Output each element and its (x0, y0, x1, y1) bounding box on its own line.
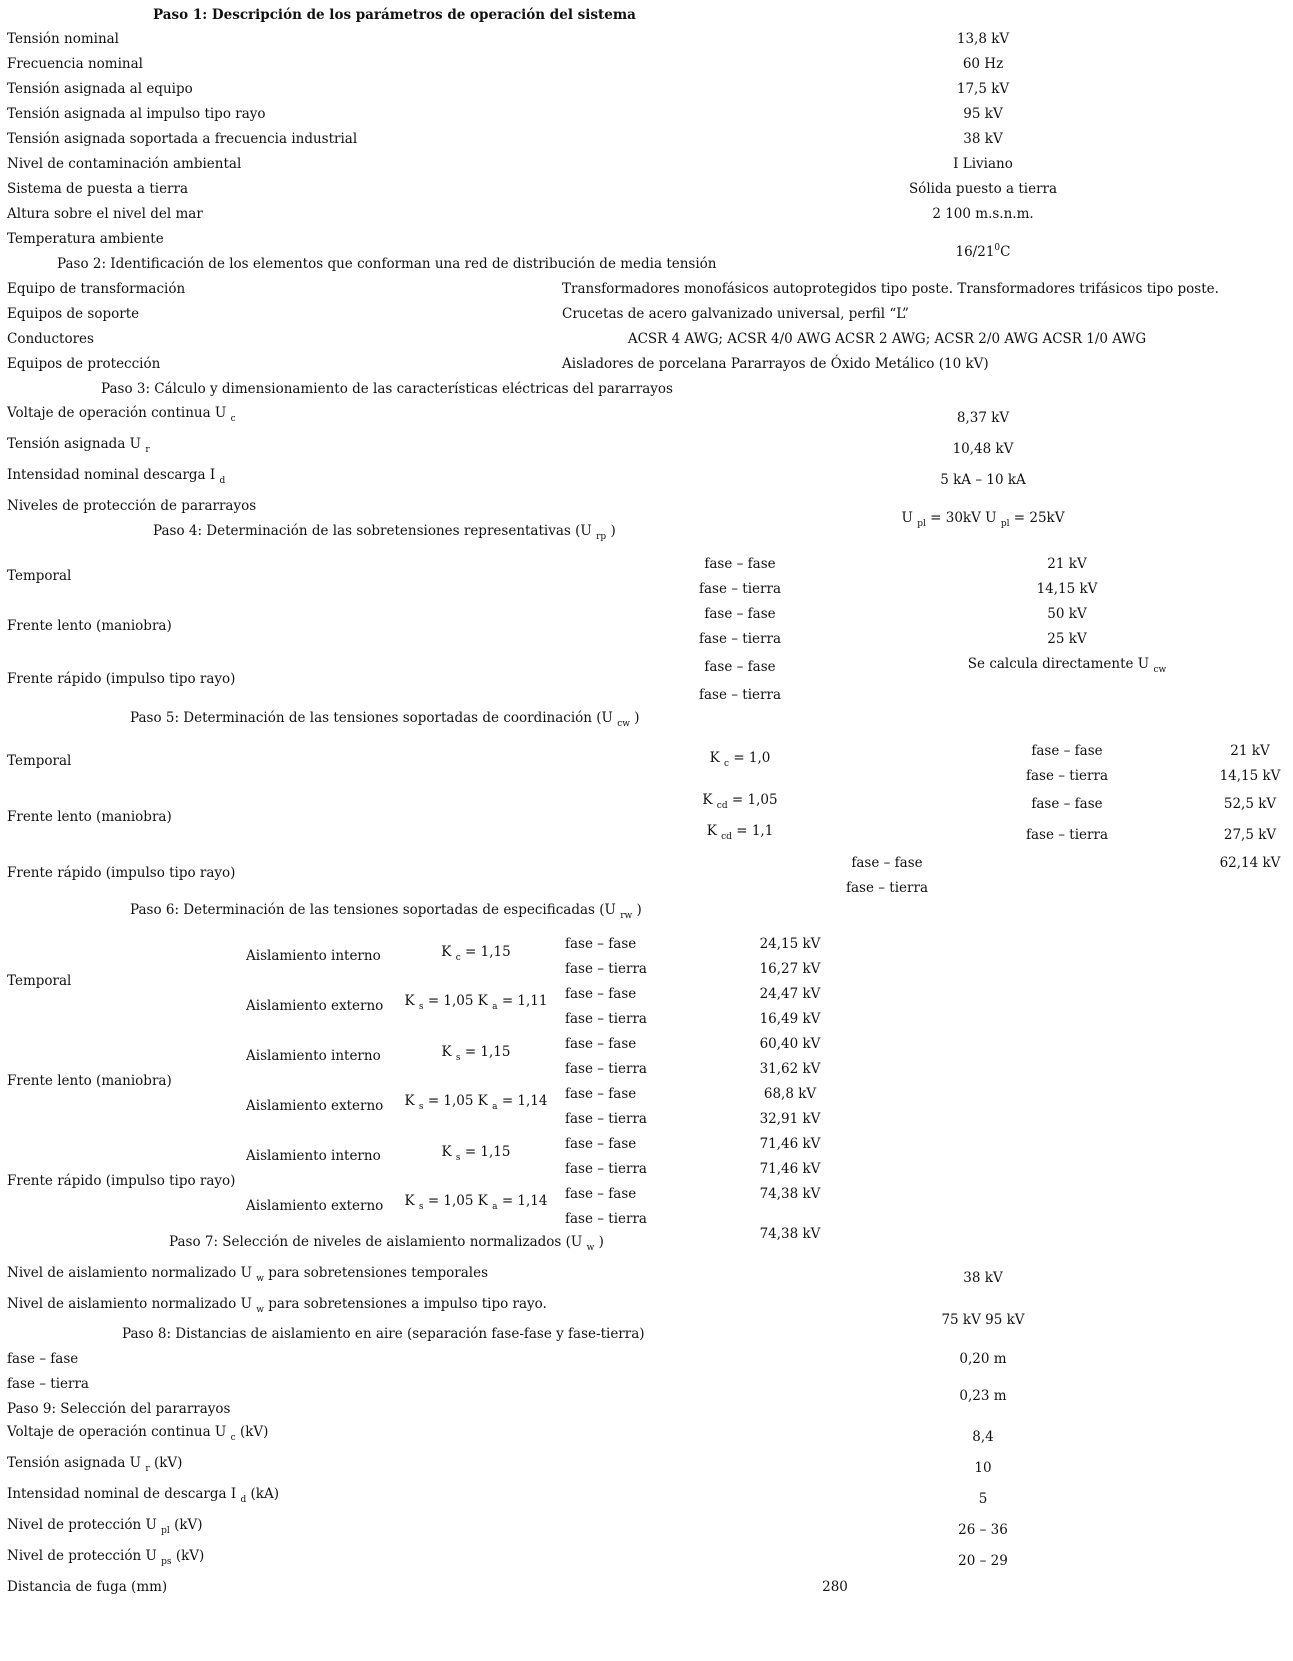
step5-title-text: Paso 5: Determinación de las tensiones soportadas de coordinación (U (130, 710, 613, 726)
step6-lento-int-k (441, 1044, 511, 1063)
step1-value-8: 2 100 m.s.n.m. (932, 206, 1034, 222)
step6-lento-int-name: Aislamiento interno (246, 1048, 381, 1064)
step6-title-text: Paso 6: Determinación de las tensiones soportadas de especificadas (U (130, 902, 616, 918)
upl-1-sub: pl (917, 519, 926, 529)
step5-title-end: ) (634, 710, 640, 726)
step5-lento-k1-rest: = 1,05 (731, 792, 778, 808)
step6-lento-label: Frente lento (maniobra) (7, 1073, 172, 1089)
step5-temporal-type-2: fase – tierra (1026, 768, 1108, 784)
step7-title-text: Paso 7: Selección de niveles de aislamiento normalizados (U (169, 1234, 583, 1250)
step2-value-1: Transformadores monofásicos autoprotegidos tipo poste. Transformadores trifásicos tipo poste. (562, 281, 1219, 297)
step1-label-5: Tensión asignada soportada a frecuencia industrial (7, 131, 358, 147)
step4-g3-value-sub: cw (1153, 665, 1167, 675)
step7-label-2-sub: w (256, 1305, 264, 1315)
k-sub2: a (492, 1002, 498, 1012)
step4-g1-value-2: 14,15 kV (1036, 581, 1098, 597)
step7-title-end: ) (598, 1234, 604, 1250)
k-sub: s (418, 1002, 424, 1012)
step9-label-5-text: Nivel de protección U (7, 1548, 157, 1564)
step3-label-1-sub: c (230, 414, 236, 424)
step1-value-7: Sólida puesto a tierra (908, 181, 1058, 197)
k-letter: K (404, 993, 415, 1009)
step4-g2-type-2: fase – tierra (699, 631, 781, 647)
step7-title-sub: w (586, 1243, 595, 1253)
k-rest: = 1,15 (464, 1044, 511, 1060)
upl-2-sub: pl (1000, 519, 1010, 529)
k-letter: K (404, 1093, 415, 1109)
step5-temporal-k-sub: c (723, 759, 730, 769)
step5-lento-k2-rest: = 1,1 (736, 823, 774, 839)
step6-temporal-ext-type-2: fase – tierra (565, 1011, 647, 1027)
step6-rapido-ext-type-2: fase – tierra (565, 1211, 647, 1227)
step2-value-3: ACSR 4 AWG; ACSR 4/0 AWG ACSR 2 AWG; ACSR 2/0 AWG ACSR 1/0 AWG (627, 331, 1147, 347)
step1-value-5: 38 kV (963, 131, 1003, 147)
k-sub2: a (492, 1102, 498, 1112)
step5-rapido-type-1: fase – fase (851, 855, 923, 871)
step6-lento-ext-value-1: 68,8 kV (763, 1086, 817, 1102)
k-rest: = 1,14 (501, 1093, 548, 1109)
step3-title: Paso 3: Cálculo y dimensionamiento de las características eléctricas del pararrayos (101, 381, 673, 397)
step2-title: Paso 2: Identificación de los elementos que conforman una red de distribución de media tensión (57, 256, 717, 272)
step7-label-2 (7, 1296, 547, 1315)
step5-lento-type-1: fase – fase (1031, 796, 1103, 812)
step5-lento-k2 (706, 823, 774, 842)
step4-g1-type-1: fase – fase (704, 556, 776, 572)
step6-lento-ext-type-1: fase – fase (565, 1086, 637, 1102)
step9-label-2-text: Tensión asignada U (7, 1455, 142, 1471)
temperature-sup: 0 (994, 243, 1001, 253)
step5-temporal-k-rest: = 1,0 (733, 750, 771, 766)
step9-label-1-rest: (kV) (239, 1424, 269, 1440)
step9-title: Paso 9: Selección del pararrayos (7, 1401, 231, 1417)
step6-rapido-int-k (441, 1144, 511, 1163)
step5-lento-label: Frente lento (maniobra) (7, 809, 172, 825)
step3-label-4: Niveles de protección de pararrayos (7, 498, 257, 514)
step4-g3-type-1: fase – fase (704, 659, 776, 675)
k-letter: K (441, 1144, 452, 1160)
k-rest: = 1,15 (464, 1144, 511, 1160)
step5-title-sub: cw (617, 719, 630, 729)
step9-label-4 (7, 1517, 203, 1536)
step3-value-3: 5 kA – 10 kA (940, 472, 1026, 488)
step6-title-sub: rw (620, 911, 633, 921)
step4-title-text: Paso 4: Determinación de las sobretensiones representativas (U (153, 523, 592, 539)
step5-temporal-k-letter: K (709, 750, 720, 766)
step1-label-4: Tensión asignada al impulso tipo rayo (7, 106, 266, 122)
k-sub: s (418, 1202, 424, 1212)
step6-rapido-int-value-2: 71,46 kV (759, 1161, 821, 1177)
step7-label-2-text: Nivel de aislamiento normalizado U (7, 1296, 252, 1312)
step3-label-3-sub: d (219, 476, 226, 486)
upl-1-rest: = 30kV U (930, 510, 997, 526)
step9-label-3 (7, 1486, 279, 1505)
step6-rapido-label: Frente rápido (impulso tipo rayo) (7, 1173, 236, 1189)
step7-title (169, 1234, 604, 1253)
k-sub2: a (492, 1202, 498, 1212)
step1-label-9: Temperatura ambiente (7, 231, 164, 247)
step3-label-2 (7, 436, 150, 455)
step6-temporal-ext-k (404, 993, 548, 1012)
step5-temporal-label: Temporal (7, 753, 72, 769)
step2-label-3: Conductores (7, 331, 94, 347)
step1-title: Paso 1: Descripción de los parámetros de operación del sistema (153, 7, 636, 23)
step6-temporal-int-name: Aislamiento interno (246, 948, 381, 964)
step7-label-1-sub: w (256, 1274, 264, 1284)
step9-label-4-rest: (kV) (174, 1517, 203, 1533)
step7-label-1-rest: para sobretensiones temporales (268, 1265, 488, 1281)
step4-group-2-label: Frente lento (maniobra) (7, 618, 172, 634)
k-rest: = 1,11 (501, 993, 548, 1009)
step4-group-3-label: Frente rápido (impulso tipo rayo) (7, 671, 236, 687)
step4-title-sub: rp (596, 532, 607, 542)
step6-lento-ext-name: Aislamiento externo (246, 1098, 384, 1114)
k-mid: = 1,05 K (427, 1193, 488, 1209)
step6-temporal-int-k (441, 944, 511, 963)
step5-temporal-k (709, 750, 771, 769)
step6-lento-ext-k (404, 1093, 548, 1112)
step9-label-2-sub: r (145, 1464, 150, 1474)
step8-title: Paso 8: Distancias de aislamiento en aire (separación fase-fase y fase-tierra) (122, 1326, 645, 1342)
step6-temporal-int-type-2: fase – tierra (565, 961, 647, 977)
step9-label-4-text: Nivel de protección U (7, 1517, 157, 1533)
step6-lento-int-type-1: fase – fase (565, 1036, 637, 1052)
step7-label-2-rest: para sobretensiones a impulso tipo rayo. (268, 1296, 547, 1312)
step4-g1-type-2: fase – tierra (699, 581, 781, 597)
step2-label-2: Equipos de soporte (7, 306, 140, 322)
upl-1: U (901, 510, 913, 526)
step2-value-2: Crucetas de acero galvanizado universal, perfil “L” (562, 306, 909, 322)
step4-group-1-label: Temporal (7, 568, 72, 584)
step6-temporal-label: Temporal (7, 973, 72, 989)
k-sub: c (455, 953, 461, 963)
step5-rapido-value-1: 62,14 kV (1219, 855, 1281, 871)
step3-label-3-text: Intensidad nominal descarga I (7, 467, 216, 483)
k-sub: s (455, 1153, 461, 1163)
step9-value-2: 10 (974, 1460, 992, 1476)
step6-lento-int-value-2: 31,62 kV (759, 1061, 821, 1077)
step9-label-3-sub: d (240, 1495, 247, 1505)
step9-label-2-rest: (kV) (153, 1455, 183, 1471)
step4-title-end: ) (610, 523, 616, 539)
step9-label-4-sub: pl (161, 1526, 170, 1536)
step4-g2-value-1: 50 kV (1047, 606, 1087, 622)
step2-label-4: Equipos de protección (7, 356, 161, 372)
step3-value-4 (901, 510, 1065, 529)
step5-temporal-value-1: 21 kV (1230, 743, 1270, 759)
step3-value-2: 10,48 kV (952, 441, 1014, 457)
step9-label-5-sub: ps (161, 1557, 172, 1567)
step4-g3-value-1 (967, 656, 1167, 675)
step1-value-2: 60 Hz (962, 56, 1004, 72)
step7-label-1-text: Nivel de aislamiento normalizado U (7, 1265, 252, 1281)
step5-lento-k1-sub: cd (716, 801, 728, 811)
step9-label-1-sub: c (230, 1433, 236, 1443)
step3-label-3 (7, 467, 226, 486)
step5-lento-type-2: fase – tierra (1026, 827, 1108, 843)
temperature-unit: C (1000, 244, 1011, 260)
k-mid: = 1,05 K (427, 1093, 488, 1109)
step9-value-6: 280 (822, 1579, 848, 1595)
step4-g3-type-2: fase – tierra (699, 687, 781, 703)
step5-lento-value-1: 52,5 kV (1223, 796, 1277, 812)
step5-temporal-type-1: fase – fase (1031, 743, 1103, 759)
step1-label-3: Tensión asignada al equipo (7, 81, 193, 97)
step3-label-1 (7, 405, 236, 424)
step5-lento-value-2: 27,5 kV (1223, 827, 1277, 843)
step9-label-3-text: Intensidad nominal de descarga I (7, 1486, 237, 1502)
step7-value-2: 75 kV 95 kV (941, 1312, 1025, 1328)
step2-value-4: Aisladores de porcelana Pararrayos de Óxido Metálico (10 kV) (562, 356, 989, 372)
step6-rapido-ext-value-2: 74,38 kV (759, 1226, 821, 1242)
step9-value-5: 20 – 29 (958, 1553, 1008, 1569)
step6-temporal-ext-value-1: 24,47 kV (759, 986, 821, 1002)
step6-temporal-ext-type-1: fase – fase (565, 986, 637, 1002)
step6-temporal-int-type-1: fase – fase (565, 936, 637, 952)
step1-value-3: 17,5 kV (956, 81, 1010, 97)
step5-lento-k2-sub: cd (721, 832, 732, 842)
k-sub: s (418, 1102, 424, 1112)
k-sub: s (455, 1053, 461, 1063)
step6-rapido-ext-name: Aislamiento externo (246, 1198, 384, 1214)
step6-rapido-ext-type-1: fase – fase (565, 1186, 637, 1202)
step9-label-6: Distancia de fuga (mm) (7, 1579, 168, 1595)
step6-lento-ext-value-2: 32,91 kV (759, 1111, 821, 1127)
step1-value-6: I Liviano (953, 156, 1013, 172)
step9-value-3: 5 (978, 1491, 988, 1507)
step6-temporal-ext-value-2: 16,49 kV (759, 1011, 821, 1027)
step6-title (130, 902, 642, 921)
step9-label-2 (7, 1455, 183, 1474)
step6-title-end: ) (636, 902, 642, 918)
step8-value-1: 0,20 m (959, 1351, 1007, 1367)
step6-rapido-ext-k (404, 1193, 548, 1212)
step5-rapido-type-2: fase – tierra (846, 880, 928, 896)
step5-lento-k2-letter: K (706, 823, 717, 839)
step5-temporal-value-2: 14,15 kV (1219, 768, 1281, 784)
step1-label-6: Nivel de contaminación ambiental (7, 156, 242, 172)
step6-lento-int-value-1: 60,40 kV (759, 1036, 821, 1052)
step6-lento-int-type-2: fase – tierra (565, 1061, 647, 1077)
step9-value-1: 8,4 (972, 1429, 994, 1445)
step8-label-2: fase – tierra (7, 1376, 89, 1392)
step1-label-8: Altura sobre el nivel del mar (7, 206, 203, 222)
step6-rapido-ext-value-1: 74,38 kV (759, 1186, 821, 1202)
k-rest: = 1,15 (465, 944, 511, 960)
step3-label-2-sub: r (145, 445, 150, 455)
step9-label-1-text: Voltaje de operación continua U (7, 1424, 227, 1440)
k-letter: K (404, 1193, 415, 1209)
step4-g2-type-1: fase – fase (704, 606, 776, 622)
step9-value-4: 26 – 36 (958, 1522, 1008, 1538)
upl-2-rest: = 25kV (1013, 510, 1065, 526)
step6-rapido-int-type-2: fase – tierra (565, 1161, 647, 1177)
step4-g2-value-2: 25 kV (1047, 631, 1087, 647)
step5-lento-k1-letter: K (702, 792, 713, 808)
step1-value-4: 95 kV (963, 106, 1003, 122)
step4-title (153, 523, 616, 542)
step6-temporal-ext-name: Aislamiento externo (246, 998, 384, 1014)
step5-title (130, 710, 640, 729)
step1-label-7: Sistema de puesta a tierra (7, 181, 189, 197)
temperature-value: 16/21 (955, 244, 995, 260)
k-letter: K (441, 1044, 452, 1060)
k-rest: = 1,14 (501, 1193, 548, 1209)
step7-label-1 (7, 1265, 488, 1284)
step4-g3-value-text: Se calcula directamente U (967, 656, 1150, 672)
step1-value-9 (955, 243, 1011, 260)
step6-rapido-int-name: Aislamiento interno (246, 1148, 381, 1164)
step5-rapido-label: Frente rápido (impulso tipo rayo) (7, 865, 236, 881)
step6-temporal-int-value-2: 16,27 kV (759, 961, 821, 977)
step6-rapido-int-value-1: 71,46 kV (759, 1136, 821, 1152)
k-mid: = 1,05 K (427, 993, 488, 1009)
step7-value-1: 38 kV (963, 1270, 1003, 1286)
step3-label-2-text: Tensión asignada U (7, 436, 142, 452)
step6-temporal-int-value-1: 24,15 kV (759, 936, 821, 952)
step4-g1-value-1: 21 kV (1047, 556, 1087, 572)
step9-label-5 (7, 1548, 205, 1567)
k-letter: K (441, 944, 452, 960)
step9-label-3-rest: (kA) (250, 1486, 279, 1502)
step8-value-2: 0,23 m (959, 1388, 1007, 1404)
step8-label-1: fase – fase (7, 1351, 79, 1367)
step3-label-1-text: Voltaje de operación continua U (7, 405, 227, 421)
step1-label-2: Frecuencia nominal (7, 56, 143, 72)
step5-lento-k1 (702, 792, 778, 811)
step6-lento-ext-type-2: fase – tierra (565, 1111, 647, 1127)
step9-label-5-rest: (kV) (175, 1548, 205, 1564)
step9-label-1 (7, 1424, 269, 1443)
step1-label-1: Tensión nominal (7, 31, 120, 47)
step2-label-1: Equipo de transformación (7, 281, 186, 297)
step6-rapido-int-type-1: fase – fase (565, 1136, 637, 1152)
step3-value-1: 8,37 kV (956, 410, 1010, 426)
step1-value-1: 13,8 kV (956, 31, 1010, 47)
